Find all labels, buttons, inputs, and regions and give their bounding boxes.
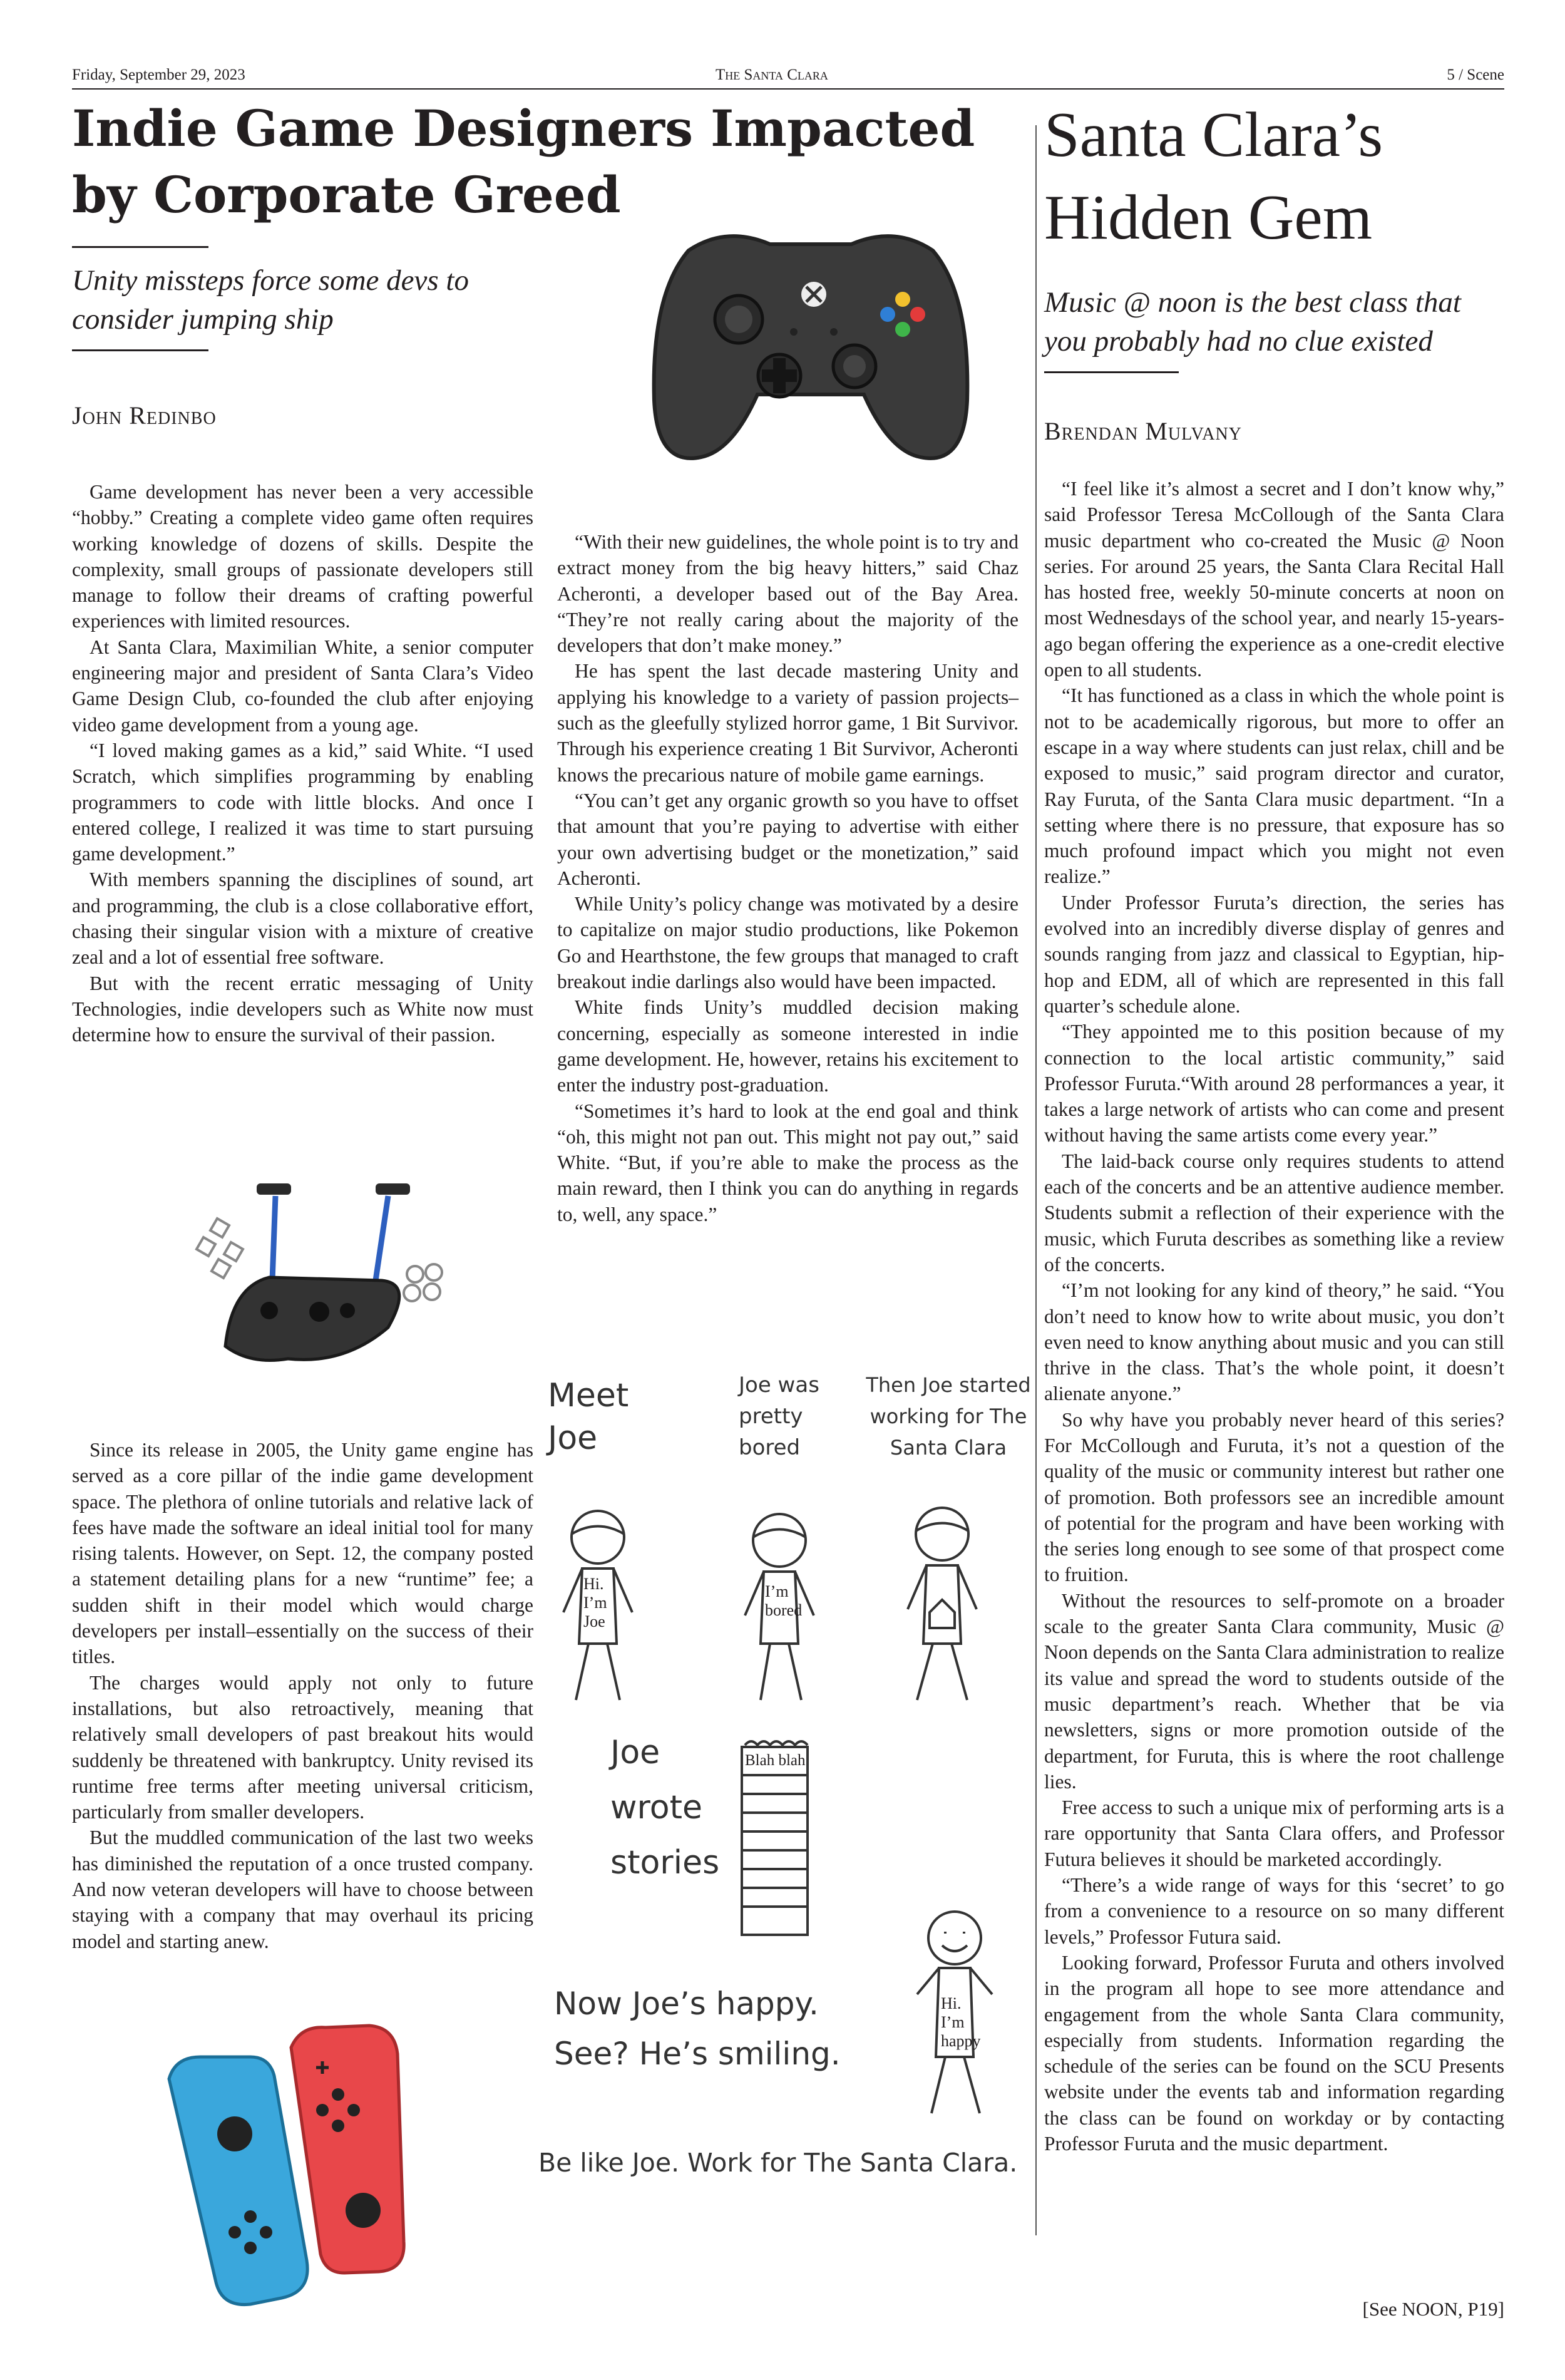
shirt1-text bbox=[583, 1575, 607, 1631]
shirt2-text bbox=[765, 1582, 802, 1620]
paragraph: “Sometimes it’s hard to look at the end goal and think “oh, this might not pan out. This might not pay out,” said White. “But, if you’re able to make the process as the main reward, then I think you can do anything in regards to, well, any space.” bbox=[557, 1100, 1019, 1225]
paragraph: So why have you probably never heard of this series? For McCollough and Furuta, it’s not a question of the quality of the music or community interest but rather one of promotion. Both professors see an incredible amount of potential for the program and have been working with the series long enough to see some of that prospect come to fruition. bbox=[1044, 1408, 1504, 1586]
panel3-caption-line3: Santa Clara bbox=[890, 1436, 1007, 1460]
wrote-caption-line3: stories bbox=[610, 1844, 720, 1882]
paragraph: “There’s a wide range of ways for this ‘secret’ to go from a convenience to a resource on so many different levels,” Professor Futura said. bbox=[1044, 1874, 1504, 1948]
joycon-illustration bbox=[156, 2022, 432, 2310]
paragraph: With members spanning the disciplines of sound, art and programming, the club is a close collaborative effort, chasing their singular vision with a mixture of creative zeal and a lot of essential free software. bbox=[72, 868, 533, 969]
paragraph: He has spent the last decade mastering Unity and applying his knowledge to a variety of passion projects–such as the gleefully stylized horror game, 1 Bit Survivor. Through his experience creating 1 Bit Survivor, Acheronti knows the precarious nature of mobile game earnings. bbox=[557, 660, 1019, 786]
paragraph: But the muddled communication of the last two weeks has diminished the reputation of a once trusted company. And now veteran developers will have to choose between staying with a company that may overhaul its pricing model and starting anew. bbox=[72, 1826, 533, 1952]
wrote-caption-line2: wrote bbox=[610, 1789, 702, 1826]
wrote-caption-line1: Joe bbox=[610, 1734, 660, 1771]
article2-deck bbox=[1044, 283, 1507, 361]
article1-column1-top bbox=[72, 479, 533, 1048]
paragraph: The laid-back course only requires students to attend each of the concerts and be an attentive audience member. Students submit a reflection of their experience with the music, which Furuta describes as something like a review of the concerts. bbox=[1044, 1150, 1504, 1275]
panel1-caption-line2: Joe bbox=[548, 1419, 598, 1457]
happy-caption bbox=[554, 1979, 841, 2079]
article1-byline: John Redinbo bbox=[72, 401, 217, 430]
article2-headline-line2: Hidden Gem bbox=[1044, 182, 1373, 253]
paragraph: Free access to such a unique mix of performing arts is a rare opportunity that Santa Clara offers, and Professor Futura believes it should be marketed accordingly. bbox=[1044, 1796, 1504, 1870]
article1-deck-line2: consider jumping ship bbox=[72, 303, 334, 336]
paragraph: At Santa Clara, Maximilian White, a senior computer engineering major and president of Santa Clara’s Video Game Design Club, co-founded the club after enjoying video game development from a young age. bbox=[72, 636, 533, 736]
paragraph: Game development has never been a very accessible “hobby.” Creating a complete video game often requires working knowledge of dozens of skills. Despite the complexity, small groups of passionate developers still manage to follow their dreams of crafting powerful experiences with limited resources. bbox=[72, 481, 533, 632]
deck-rule-top bbox=[72, 246, 208, 248]
column-divider bbox=[1035, 125, 1037, 2235]
broken-controller-illustration bbox=[188, 1177, 476, 1378]
article1-headline-line1: Indie Game Designers Impacted bbox=[72, 99, 975, 158]
article2-column bbox=[1044, 476, 1504, 2156]
panel1-caption-line1: Meet bbox=[548, 1377, 629, 1414]
paragraph: Since its release in 2005, the Unity game engine has served as a core pillar of the indie game development space. The plethora of online tutorials and relative lack of fees have made the software an ideal initial tool for many rising talents. However, on Sept. 12, the company posted a statement detailing plans for a new “runtime” fee; a sudden shift in their model which would charge developers per install–essentially on the success of their titles. bbox=[72, 1439, 533, 1668]
happy-caption-line1: Now Joe’s happy. bbox=[554, 1986, 819, 2022]
shirt4-line1: Hi. bbox=[941, 1994, 962, 2012]
panel3-caption-line1: Then Joe started bbox=[866, 1373, 1031, 1397]
paragraph: “I feel like it’s almost a secret and I don’t know why,” said Professor Teresa McCollough of the Santa Clara music department who co-created the Music @ Noon series. For around 25 years, the Santa Clara Recital Hall has hosted free, weekly 50-minute concerts at noon on most Wednesdays of the school year, and nearly 15-years-ago began offering the experience as a one-credit elective open to all students. bbox=[1044, 478, 1504, 681]
paragraph: White finds Unity’s muddled decision making concerning, especially as someone interested in indie game development. He, however, retains his excitement to enter the industry post-graduation. bbox=[557, 996, 1019, 1096]
shirt4-line2: I’m bbox=[941, 2013, 965, 2031]
article1-headline-line2: by Corporate Greed bbox=[72, 165, 621, 224]
panel2-caption-line3: bored bbox=[739, 1435, 801, 1460]
shirt1-line3: Joe bbox=[583, 1612, 605, 1630]
paragraph: “I loved making games as a kid,” said White. “I used Scratch, which simplifies programming by enabling programmers to code with little blocks. And once I entered college, I realized it was time to start pursuing game development.” bbox=[72, 739, 533, 865]
page-section: 5 / Scene bbox=[1447, 66, 1504, 83]
comic-strip bbox=[538, 1374, 1033, 2220]
paragraph: Without the resources to self-promote on a broader scale to the greater Santa Clara community, Music @ Noon depends on the Santa Clara administration to realize its value and spread the word to students outside of the music department’s reach. Whether that be via newsletters, signs or more promotion outside of the department, for Furuta, this is where the root challenge lies. bbox=[1044, 1589, 1504, 1793]
article1-headline bbox=[72, 95, 1011, 228]
paragraph: “It has functioned as a class in which the whole point is not to be academically rigorous, but more to offer an escape in a way where students can just relax, chill and be exposed to music,” said program director and curator, Ray Furuta, of the Santa Clara music department. “In a setting where there is no pressure, that exposure has so much profound impact which you might not even realize.” bbox=[1044, 684, 1504, 888]
article1-column1-bottom bbox=[72, 1437, 533, 1954]
paragraph: But with the recent erratic messaging of Unity Technologies, indie developers such as White now must determine how to ensure the survival of their passion. bbox=[72, 972, 533, 1046]
article2-deck-rule bbox=[1044, 371, 1179, 373]
article2-headline-line1: Santa Clara’s bbox=[1044, 100, 1383, 170]
paragraph: “I’m not looking for any kind of theory,” he said. “You don’t need to know how to write about music, you don’t even need to know anything about music and you can still thrive in the class. That’s the whole point, it doesn’t alienate anyone.” bbox=[1044, 1279, 1504, 1405]
paragraph: While Unity’s policy change was motivated by a desire to capitalize on major studio productions, like Pokemon Go and Hearthstone, the few groups that managed to craft breakout indie darlings also would have been impacted. bbox=[557, 893, 1019, 993]
wrote-caption bbox=[610, 1725, 719, 1890]
article1-deck-line1: Unity missteps force some devs to bbox=[72, 264, 469, 297]
shirt1-line2: I’m bbox=[583, 1594, 607, 1612]
article2-byline: Brendan Mulvany bbox=[1044, 417, 1242, 445]
article2-headline bbox=[1044, 94, 1507, 259]
shirt2-line2: bored bbox=[765, 1601, 803, 1619]
newspaper-name: The Santa Clara bbox=[716, 66, 828, 83]
shirt4-text bbox=[941, 1994, 981, 2051]
panel3-caption-line2: working for The bbox=[870, 1404, 1027, 1428]
paragraph: “With their new guidelines, the whole point is to try and extract money from the big heavy hitters,” said Chaz Acheronti, a developer based out of the Bay Area. “They’re not really caring about the majority of the developers that don’t make money.” bbox=[557, 531, 1019, 657]
panel2-caption-line2: pretty bbox=[739, 1404, 803, 1429]
article1-deck bbox=[72, 261, 548, 339]
shirt1-line1: Hi. bbox=[583, 1575, 604, 1593]
article2-deck-line1: Music @ noon is the best class that bbox=[1044, 286, 1461, 319]
paragraph: “You can’t get any organic growth so you have to offset that amount that you’re paying to advertise with either your own advertising budget or the monetization,” said Acheronti. bbox=[557, 789, 1019, 889]
article2-deck-line2: you probably had no clue existed bbox=[1044, 325, 1433, 358]
paragraph: The charges would apply not only to future installations, but also retroactively, meaning that relatively small developers of past breakout hits would suddenly be threatened with bankruptcy. Unity revised its runtime free terms after meeting universal criticism, particularly from smaller developers. bbox=[72, 1671, 533, 1823]
xbox-controller-illustration bbox=[645, 225, 977, 476]
article1-column2 bbox=[557, 529, 1019, 1227]
issue-date: Friday, September 29, 2023 bbox=[72, 66, 245, 83]
paragraph: “They appointed me to this position because of my connection to the local artistic community,” said Professor Furuta.“With around 28 performances a year, it takes a large network of artists who can come and present without having the same artists come every year.” bbox=[1044, 1021, 1504, 1146]
jump-line[interactable]: [See NOON, P19] bbox=[1362, 2298, 1504, 2320]
header-rule bbox=[72, 88, 1504, 90]
shirt2-line1: I’m bbox=[765, 1582, 789, 1600]
paragraph: Looking forward, Professor Furuta and others involved in the program all hope to see more attendance and engagement from the whole Santa Clara community, especially from students. Information regarding the schedule of the series can be found on the SCU Presents website under the events tab and information regarding the class can be found on workday or by contacting Professor Furuta and the music department. bbox=[1044, 1951, 1504, 2155]
shirt4-line3: happy bbox=[941, 2032, 981, 2050]
comic-footer: Be like Joe. Work for The Santa Clara. bbox=[538, 2148, 1018, 2178]
paragraph: Under Professor Furuta’s direction, the series has evolved into an incredibly diverse display of genres and sounds ranging from jazz and classical to Egyptian, hip-hop and EDM, all of which are represented in this fall quarter’s schedule alone. bbox=[1044, 891, 1504, 1017]
deck-rule-bottom bbox=[72, 349, 208, 351]
paper-label: Blah blah bbox=[745, 1752, 806, 1769]
panel2-caption-line1: Joe was bbox=[739, 1373, 819, 1398]
happy-caption-line2: See? He’s smiling. bbox=[554, 2036, 841, 2072]
